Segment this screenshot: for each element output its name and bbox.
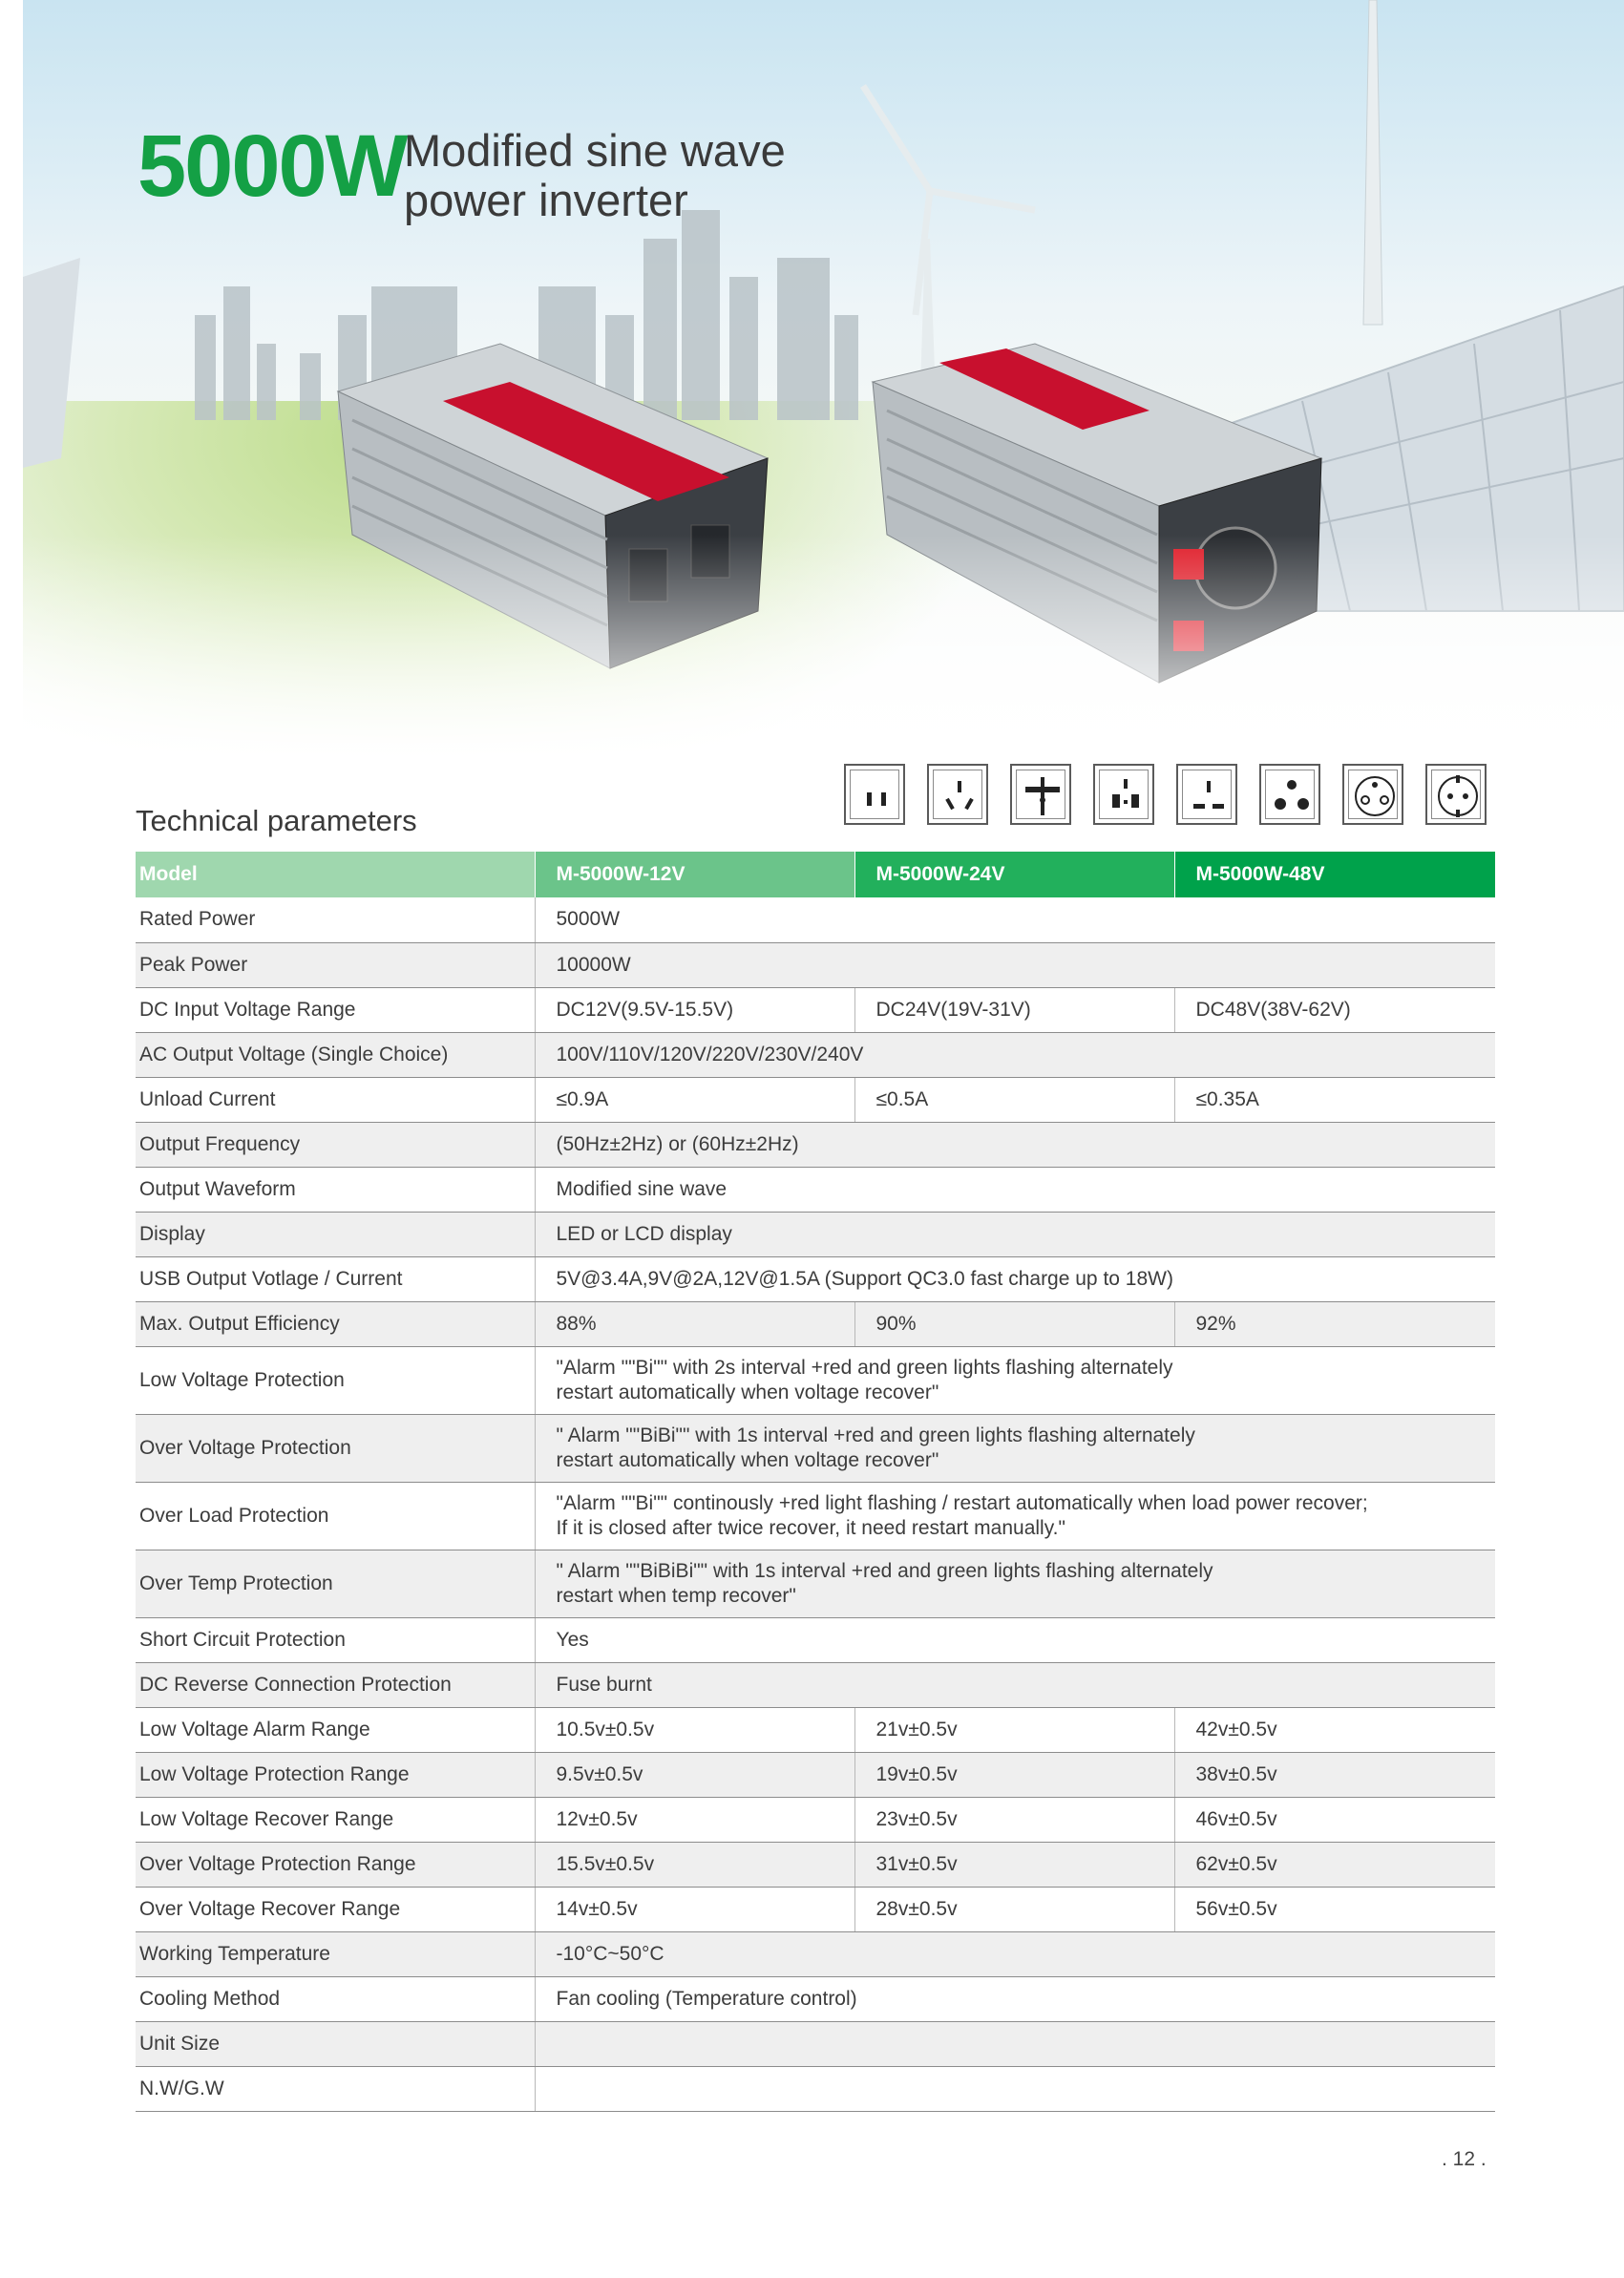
table-row: [136, 2021, 1495, 2066]
table-row: [136, 1617, 1495, 1662]
row-label: Unload Current: [136, 1077, 535, 1122]
row-value: 14v±0.5v: [535, 1887, 854, 1931]
row-label: Rated Power: [136, 897, 535, 942]
row-value-line: If it is closed after twice recover, it need restart manually.": [556, 1516, 1065, 1539]
row-value: [535, 2021, 1495, 2066]
section-title: Technical parameters: [136, 804, 417, 837]
australian-outlet-icon: [927, 764, 988, 825]
spec-table-body: [136, 897, 1495, 2111]
hero-banner: [23, 0, 1624, 769]
table-row: [136, 2066, 1495, 2111]
row-label: Low Voltage Recover Range: [136, 1797, 535, 1842]
row-label: DC Reverse Connection Protection: [136, 1662, 535, 1707]
row-label: Low Voltage Protection: [136, 1346, 535, 1414]
table-header-row: [136, 852, 1495, 897]
table-row: [136, 1752, 1495, 1797]
row-value: 38v±0.5v: [1174, 1752, 1495, 1797]
row-value: 21v±0.5v: [854, 1707, 1174, 1752]
row-label: Output Waveform: [136, 1167, 535, 1212]
row-value: [535, 1414, 1495, 1482]
row-value: 46v±0.5v: [1174, 1797, 1495, 1842]
table-row: [136, 1662, 1495, 1707]
row-label: Over Temp Protection: [136, 1550, 535, 1617]
table-row: [136, 1707, 1495, 1752]
table-row: [136, 1346, 1495, 1414]
row-value: LED or LCD display: [535, 1212, 1495, 1256]
header-12v: M-5000W-12V: [535, 852, 854, 897]
table-row: [136, 1414, 1495, 1482]
row-label: Working Temperature: [136, 1931, 535, 1976]
row-label: AC Output Voltage (Single Choice): [136, 1032, 535, 1077]
row-value: [535, 1482, 1495, 1550]
row-value: 88%: [535, 1301, 854, 1346]
row-label: Peak Power: [136, 942, 535, 987]
universal-outlet-2-icon: [1093, 764, 1154, 825]
table-row: [136, 1887, 1495, 1931]
row-value: Modified sine wave: [535, 1167, 1495, 1212]
row-value: 19v±0.5v: [854, 1752, 1174, 1797]
row-label: Over Load Protection: [136, 1482, 535, 1550]
row-label: USB Output Votlage / Current: [136, 1256, 535, 1301]
row-value: 9.5v±0.5v: [535, 1752, 854, 1797]
row-value: -10°C~50°C: [535, 1931, 1495, 1976]
row-value: 56v±0.5v: [1174, 1887, 1495, 1931]
page-number: . 12 .: [1442, 2148, 1487, 2170]
row-label: Low Voltage Protection Range: [136, 1752, 535, 1797]
row-label: DC Input Voltage Range: [136, 987, 535, 1032]
table-row: [136, 1212, 1495, 1256]
row-value: [535, 2066, 1495, 2111]
row-label: Display: [136, 1212, 535, 1256]
row-value: 92%: [1174, 1301, 1495, 1346]
row-label: Output Frequency: [136, 1122, 535, 1167]
table-row: [136, 1550, 1495, 1617]
row-value-line: "Alarm ""Bi"" continously +red light flashing / restart automatically when load power recover;: [556, 1491, 1368, 1514]
header-48v: M-5000W-48V: [1174, 852, 1495, 897]
row-value: 5000W: [535, 897, 1495, 942]
table-row: [136, 1482, 1495, 1550]
row-value: (50Hz±2Hz) or (60Hz±2Hz): [535, 1122, 1495, 1167]
universal-outlet-icon: [1010, 764, 1071, 825]
table-row: [136, 897, 1495, 942]
power-title: 5000W: [137, 117, 407, 215]
row-value: 12v±0.5v: [535, 1797, 854, 1842]
row-label: Unit Size: [136, 2021, 535, 2066]
product-subtitle: [404, 126, 900, 225]
row-value: 23v±0.5v: [854, 1797, 1174, 1842]
row-value-line: restart when temp recover": [556, 1584, 796, 1607]
row-value: Fuse burnt: [535, 1662, 1495, 1707]
row-value: ≤0.9A: [535, 1077, 854, 1122]
table-row: [136, 1122, 1495, 1167]
schuko-outlet-icon: [1425, 764, 1487, 825]
table-row: [136, 1931, 1495, 1976]
japanese-outlet-icon: [1176, 764, 1237, 825]
row-value: Fan cooling (Temperature control): [535, 1976, 1495, 2021]
row-value: [535, 1550, 1495, 1617]
row-value: [535, 1346, 1495, 1414]
subtitle-line-1: Modified sine wave: [404, 125, 786, 176]
row-value: 28v±0.5v: [854, 1887, 1174, 1931]
row-value: 42v±0.5v: [1174, 1707, 1495, 1752]
row-value: ≤0.5A: [854, 1077, 1174, 1122]
table-row: [136, 1797, 1495, 1842]
row-label: Cooling Method: [136, 1976, 535, 2021]
row-value: 100V/110V/120V/220V/230V/240V: [535, 1032, 1495, 1077]
row-value: Yes: [535, 1617, 1495, 1662]
row-label: Over Voltage Protection: [136, 1414, 535, 1482]
row-value: 10000W: [535, 942, 1495, 987]
hero-fade: [23, 535, 1624, 769]
french-outlet-icon: [1342, 764, 1403, 825]
spec-table: [136, 852, 1495, 2112]
row-value: 5V@3.4A,9V@2A,12V@1.5A (Support QC3.0 fast charge up to 18W): [535, 1256, 1495, 1301]
table-row: [136, 1077, 1495, 1122]
table-row: [136, 1976, 1495, 2021]
row-value: 15.5v±0.5v: [535, 1842, 854, 1887]
header-model: Model: [136, 852, 535, 897]
table-row: [136, 1301, 1495, 1346]
row-label: Low Voltage Alarm Range: [136, 1707, 535, 1752]
uk-outlet-icon: [1259, 764, 1320, 825]
table-row: [136, 1167, 1495, 1212]
row-value-line: "Alarm ""Bi"" with 2s interval +red and green lights flashing alternately: [556, 1356, 1173, 1379]
row-value: ≤0.35A: [1174, 1077, 1495, 1122]
row-value: 10.5v±0.5v: [535, 1707, 854, 1752]
table-row: [136, 1256, 1495, 1301]
row-label: Over Voltage Recover Range: [136, 1887, 535, 1931]
row-value-line: restart automatically when voltage recover": [556, 1381, 939, 1403]
header-24v: M-5000W-24V: [854, 852, 1174, 897]
row-value: DC48V(38V-62V): [1174, 987, 1495, 1032]
table-row: [136, 987, 1495, 1032]
table-row: [136, 942, 1495, 987]
row-label: Max. Output Efficiency: [136, 1301, 535, 1346]
row-label: Over Voltage Protection Range: [136, 1842, 535, 1887]
us-outlet-icon: [844, 764, 905, 825]
row-value-line: " Alarm ""BiBi"" with 1s interval +red and green lights flashing alternately: [556, 1424, 1195, 1446]
table-row: [136, 1032, 1495, 1077]
table-row: [136, 1842, 1495, 1887]
row-value-line: " Alarm ""BiBiBi"" with 1s interval +red and green lights flashing alternately: [556, 1559, 1213, 1582]
subtitle-line-2: power inverter: [404, 175, 688, 225]
row-value: DC24V(19V-31V): [854, 987, 1174, 1032]
row-value: 62v±0.5v: [1174, 1842, 1495, 1887]
row-value-line: restart automatically when voltage recover": [556, 1448, 939, 1471]
row-value: 31v±0.5v: [854, 1842, 1174, 1887]
row-label: Short Circuit Protection: [136, 1617, 535, 1662]
row-value: DC12V(9.5V-15.5V): [535, 987, 854, 1032]
row-value: 90%: [854, 1301, 1174, 1346]
row-label: N.W/G.W: [136, 2066, 535, 2111]
